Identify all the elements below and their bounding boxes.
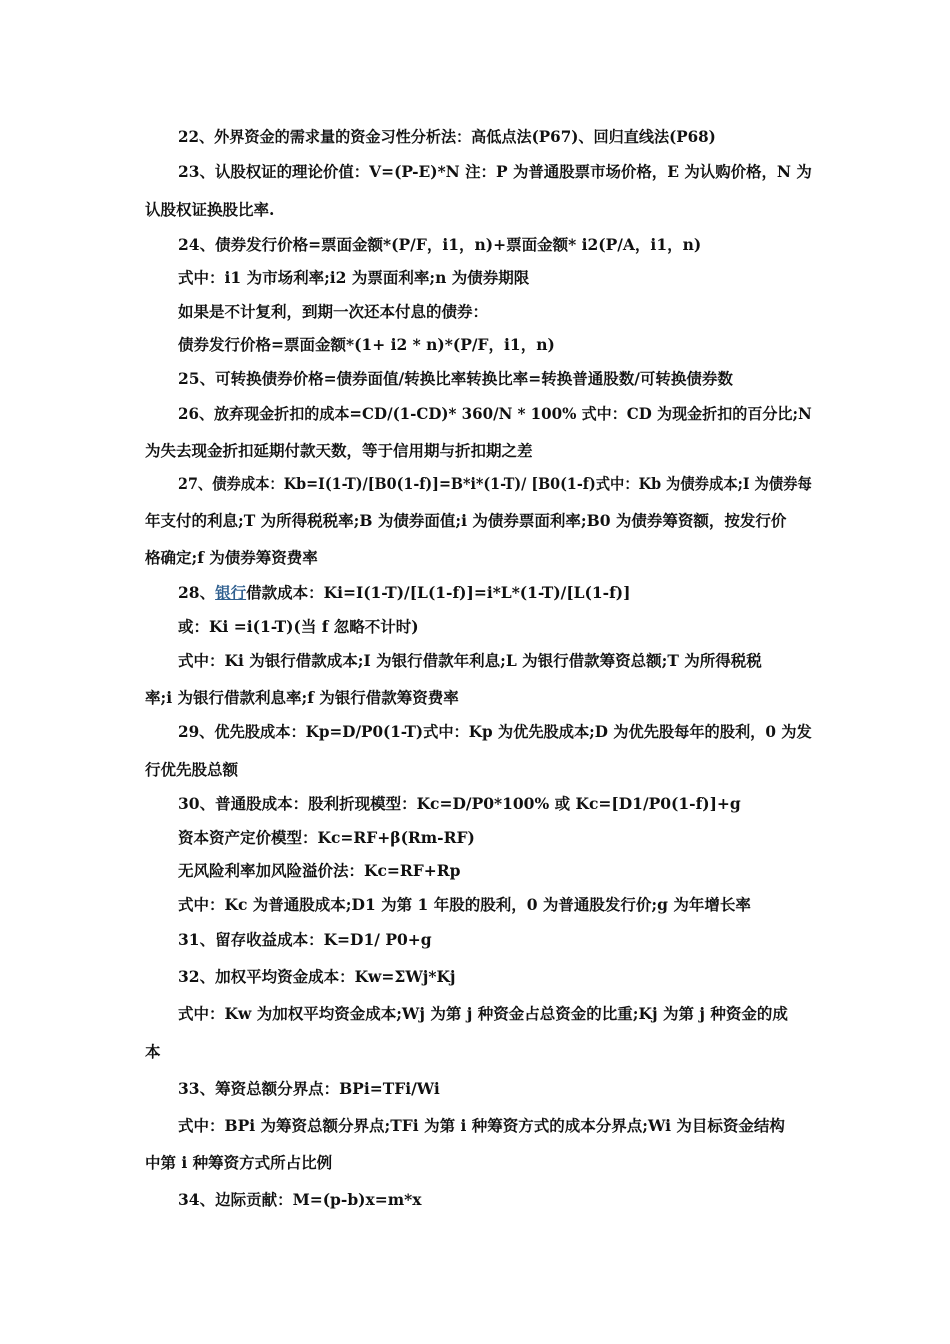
paragraph-31: 31、留存收益成本：K=D1/ P0+g: [178, 930, 432, 949]
paragraph-22: 22、外界资金的需求量的资金习性分析法：高低点法(P67)、回归直线法(P68): [178, 127, 716, 146]
paragraph-30-risk-premium: 无风险利率加风险溢价法：Kc=RF+Rp: [178, 861, 461, 880]
paragraph-33: 33、筹资总额分界点：BPi=TFi/Wi: [178, 1079, 440, 1098]
paragraph-32-note: 式中：Kw 为加权平均资金成本;Wj 为第 j 种资金占总资金的比重;Kj 为第 j 种资金的成: [178, 1004, 788, 1023]
paragraph-28-note-cont: 率;i 为银行借款利息率;f 为银行借款筹资费率: [145, 688, 459, 707]
paragraph-27-cont-2: 格确定;f 为债券筹资费率: [145, 548, 318, 567]
paragraph-27: 27、债券成本：Kb=I(1-T)/[B0(1-f)]=B*i*(1-T)/ [B0(1-f)式中：Kb 为债券成本;I 为债券每: [178, 474, 812, 493]
paragraph-25: 25、可转换债券价格=债券面值/转换比率转换比率=转换普通股数/可转换债券数: [178, 369, 733, 388]
paragraph-23-cont: 认股权证换股比率.: [145, 200, 275, 219]
paragraph-26-cont: 为失去现金折扣延期付款天数，等于信用期与折扣期之差: [145, 441, 533, 460]
paragraph-30-capm: 资本资产定价模型：Kc=RF+β(Rm-RF): [178, 828, 475, 847]
paragraph-24: 24、债券发行价格=票面金额*(P/F，i1，n)+票面金额* i2(P/A，i1，n): [178, 235, 702, 254]
paragraph-24-note: 式中：i1 为市场利率;i2 为票面利率;n 为债券期限: [178, 268, 530, 287]
paragraph-24-condition: 如果是不计复利，到期一次还本付息的债券：: [178, 302, 489, 321]
paragraph-28-note: 式中：Ki 为银行借款成本;I 为银行借款年利息;L 为银行借款筹资总额;T 为所得税税: [178, 651, 762, 670]
paragraph-33-note-cont: 中第 i 种筹资方式所占比例: [145, 1153, 333, 1172]
paragraph-28: [178, 583, 630, 603]
paragraph-32: 32、加权平均资金成本：Kw=ΣWj*Kj: [178, 967, 456, 986]
paragraph-29-cont: 行优先股总额: [145, 760, 239, 779]
paragraph-30-note: 式中：Kc 为普通股成本;D1 为第 1 年股的股利，0 为普通股发行价;g 为年增长率: [178, 895, 751, 914]
paragraph-24-formula: 债券发行价格=票面金额*(1+ i2 * n)*(P/F，i1，n): [178, 335, 555, 354]
paragraph-26: 26、放弃现金折扣的成本=CD/(1-CD)* 360/N * 100% 式中：CD 为现金折扣的百分比;N: [178, 404, 812, 423]
paragraph-27-cont-1: 年支付的利息;T 为所得税税率;B 为债券面值;i 为债券票面利率;B0 为债券筹资额，按发行价: [145, 511, 787, 530]
paragraph-28-formula: 借款成本：Ki=I(1-T)/[L(1-f)]=i*L*(1-T)/[L(1-f)]: [246, 583, 631, 602]
paragraph-30: 30、普通股成本：股利折现模型：Kc=D/P0*100% 或 Kc=[D1/P0(1-f)]+g: [178, 794, 741, 813]
paragraph-28-number: 28、: [178, 583, 216, 602]
paragraph-23: 23、认股权证的理论价值：V=(P-E)*N 注：P 为普通股票市场价格，E 为认购价格，N 为: [178, 162, 812, 181]
paragraph-32-note-cont: 本: [145, 1042, 161, 1061]
paragraph-28-alt: 或：Ki =i(1-T)(当 f 忽略不计时): [178, 617, 419, 636]
paragraph-34: 34、边际贡献：M=(p-b)x=m*x: [178, 1190, 422, 1209]
paragraph-33-note: 式中：BPi 为筹资总额分界点;TFi 为第 i 种筹资方式的成本分界点;Wi 为目标资金结构: [178, 1116, 785, 1135]
bank-link[interactable]: 银行: [215, 583, 247, 602]
paragraph-29: 29、优先股成本：Kp=D/P0(1-T)式中：Kp 为优先股成本;D 为优先股每年的股利，0 为发: [178, 722, 812, 741]
